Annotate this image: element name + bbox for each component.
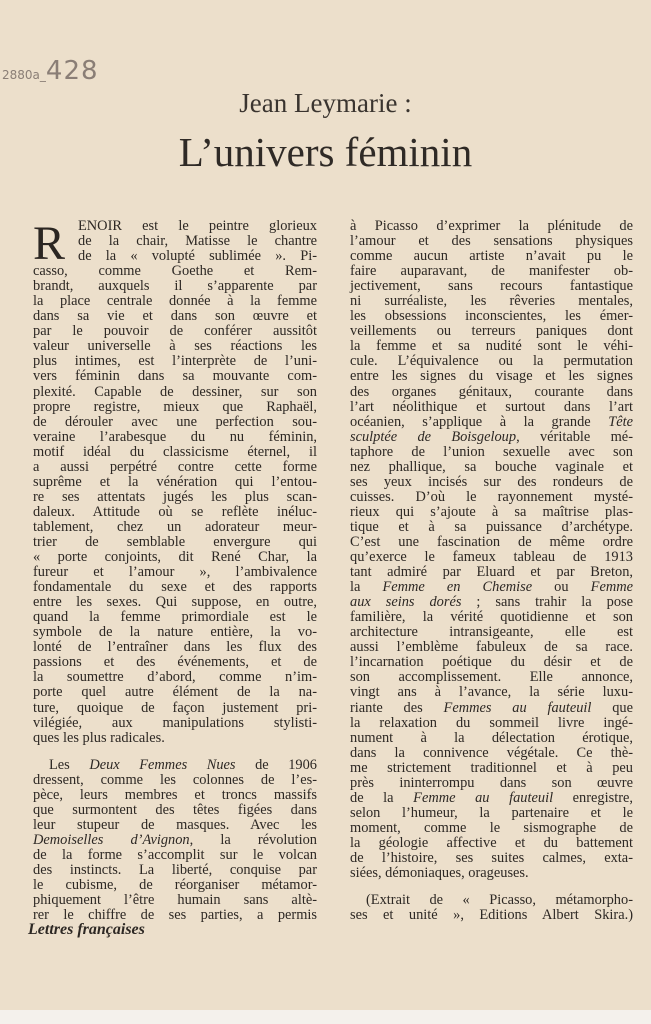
text-line: phiquement l’être humain sans altè- (33, 892, 317, 909)
text-line: la Femme en Chemise ou Femme (350, 579, 634, 596)
text-line: « porte conjoints, dit René Char, la (33, 549, 317, 566)
article-title: L’univers féminin (178, 129, 473, 175)
text-line: de dérouler avec une perfection sou- (33, 413, 317, 430)
text-line: de la Femme au fauteuil enregistre, (350, 789, 634, 806)
text-line: ENOIR est le peintre glorieux (78, 218, 317, 234)
text-line: familière, la vérité quotidienne et son (350, 609, 633, 626)
text-line: Les Deux Femmes Nues de 1906 (49, 756, 317, 773)
text-line: entre les signes du visage et les signes (350, 368, 633, 385)
text-line: la soumettre d’abord, comme n’im- (33, 669, 317, 686)
text-line: son accomplissement. Elle annonce, (350, 669, 633, 686)
text-line: architecture intransigeante, elle est (350, 624, 633, 641)
text-line: dans sa vie et dans son œuvre et (33, 308, 317, 325)
text-line: de la chair, Matisse le chantre (78, 233, 317, 250)
text-line: fondamentale du sexe et des rapports (33, 579, 317, 596)
text-line: suprême et la vénération qui l’entou- (33, 473, 317, 490)
handwritten-archive-mark (2, 56, 99, 86)
text-line: ture, quoique de façon justement pri- (33, 699, 317, 716)
text-line: passions et des événements, et de (33, 654, 317, 671)
text-line: des instincts. La liberté, conquise par (33, 861, 317, 878)
text-line: les obsessions inconscientes, les émer- (350, 308, 633, 325)
text-line: jectivement, sans recours fantastique (350, 278, 633, 295)
text-line: de l’histoire, ses suites calmes, exta- (350, 849, 633, 866)
archive-mark-small: 2880a_ (2, 68, 46, 82)
text-line: ses yeux incisés sur des rondeurs de (350, 473, 633, 490)
excerpt-citation: ses et unité », Editions Albert Skira.) (350, 907, 633, 924)
paragraph-1 (33, 219, 317, 746)
text-line: de la forme s’accomplit sur le volcan (33, 846, 317, 863)
text-line: aussi l’emblème fabuleux de sa race. (350, 639, 633, 656)
publication-source: Lettres françaises (28, 921, 145, 938)
text-line: le cubisme, de réorganiser métamor- (33, 877, 317, 894)
text-line: a aussi perpétré contre cette forme (33, 458, 317, 475)
text-line: riante des Femmes au fauteuil que (350, 699, 633, 716)
text-line: tablement, chez un adorateur meur- (33, 518, 317, 535)
text-line: taphore de l’union sexuelle avec son (350, 443, 633, 460)
text-line: faire auparavant, de manifester ob- (350, 263, 633, 280)
text-line: tant admiré par Eluard et par Breton, (350, 564, 633, 581)
text-line: cule. L’équivalence ou la permutation (350, 353, 633, 370)
text-line: quand la femme primordiale est le (33, 609, 317, 626)
text-line: à Picasso d’exprimer la plénitude de (350, 218, 633, 234)
text-line: siées, démoniaques, orageuses. (350, 865, 529, 882)
left-column (33, 219, 317, 923)
paragraph-2 (33, 758, 317, 924)
excerpt-citation: (Extrait de « Picasso, métamorpho- (366, 892, 633, 909)
text-line: la place centrale donnée à la femme (33, 293, 317, 310)
text-line: ni surréaliste, les rêveries mentales, (350, 293, 633, 310)
text-line: l’art néolithique et surtout dans l’art (350, 398, 633, 415)
text-line: entre les sexes. Qui suppose, en outre, (33, 594, 317, 611)
text-line: l’amour et des sensations physiques (350, 233, 633, 250)
text-line: que surmontent des têtes figées dans (33, 801, 317, 818)
text-line: motif idéal du classicisme éternel, il (33, 443, 317, 460)
text-line: vilégiée, aux manipulations stylisti- (33, 714, 317, 731)
text-line: pèce, leurs membres et troncs massifs (33, 786, 317, 803)
text-line: l’incarnation poétique du désir et de (350, 654, 633, 671)
text-line: trier de semblable envergure qui (33, 533, 317, 550)
text-line: veraine l’arabesque du nu féminin, (33, 428, 317, 445)
text-line: par le pouvoir de conférer aussitôt (33, 323, 317, 340)
text-line: nument à la délectation érotique, (350, 729, 633, 746)
text-line: sculptée de Boisgeloup, véritable mé- (350, 428, 633, 445)
text-line: comme aucun artiste n’avait pu le (350, 248, 633, 265)
text-line: vingt ans à l’avance, la série luxu- (350, 684, 633, 701)
text-line: océanien, s’applique à la grande Tête (350, 413, 633, 430)
text-line: fureur et l’amour », l’ambivalence (33, 564, 317, 581)
text-line: lonté de l’entraîner dans les flux des (33, 639, 317, 656)
text-line: moment, comme le sismographe de (350, 819, 633, 836)
text-line: dans la connivence végétale. Ce thè- (350, 744, 633, 761)
text-line: de la « volupté sublimée ». Pi- (78, 248, 317, 265)
text-line: re ses attentats jugés les plus scan- (33, 488, 317, 505)
text-line: vers féminin dans sa mouvante com- (33, 368, 317, 385)
text-line: ques les plus radicales. (33, 729, 165, 746)
text-line: tique et à sa puissance d’archétype. (350, 518, 633, 535)
right-column (350, 219, 633, 923)
text-line: la relaxation du sommeil livre ingé- (350, 714, 633, 731)
text-line: rer le chiffre de ses parties, a permis (33, 907, 317, 924)
text-line: brandt, auxquels il s’apparente par (33, 278, 317, 295)
text-line: me strictement traditionnel et à peu (350, 759, 633, 776)
text-line: la femme et sa nudité sont le véhi- (350, 338, 633, 355)
text-line: selon l’humeur, la partenaire et le (350, 804, 633, 821)
article-author: Jean Leymarie : (239, 88, 412, 118)
text-line: leur stupeur de masques. Avec les (33, 816, 317, 833)
text-line: cuisses. D’où le rayonnement mysté- (350, 488, 633, 505)
archive-mark-number: 428 (45, 56, 99, 86)
text-line: casso, comme Goethe et Rem- (33, 263, 317, 280)
text-line: symbole de la nature entière, la vo- (33, 624, 317, 641)
text-line: valeur universelle à ses réactions les (33, 338, 317, 355)
text-line: plexité. Capable de dessiner, sur son (33, 383, 317, 400)
text-line: des organes génitaux, courante dans (350, 383, 633, 400)
text-line: propre registre, mieux que Raphaël, (33, 398, 317, 415)
text-line: qu’exerce le fameux tableau de 1913 (350, 549, 633, 566)
text-line: plus intimes, est l’interprète de l’uni- (33, 353, 317, 370)
text-line: rieux qui s’ajoute à sa maîtrise plas- (350, 503, 633, 520)
text-line: C’est une fascination de même ordre (350, 533, 633, 550)
text-line: veillements ou terreurs paniques dont (350, 323, 633, 340)
drop-cap: R (33, 217, 66, 270)
text-line: la géologie affective et du battement (350, 834, 633, 851)
text-line: près ininterrompu dans son œuvre (350, 774, 633, 791)
text-line: nez phallique, sa bouche vaginale et (350, 458, 633, 475)
text-line: daleux. Attitude où se reflète inéluc- (33, 503, 317, 520)
scan-border (0, 1010, 651, 1024)
text-line: aux seins dorés ; sans trahir la pose (350, 594, 633, 611)
text-line: Demoiselles d’Avignon, la révolution (33, 831, 317, 848)
text-line: dressent, comme les colonnes de l’es- (33, 771, 317, 788)
text-line: porte quel autre élément de la na- (33, 684, 317, 701)
